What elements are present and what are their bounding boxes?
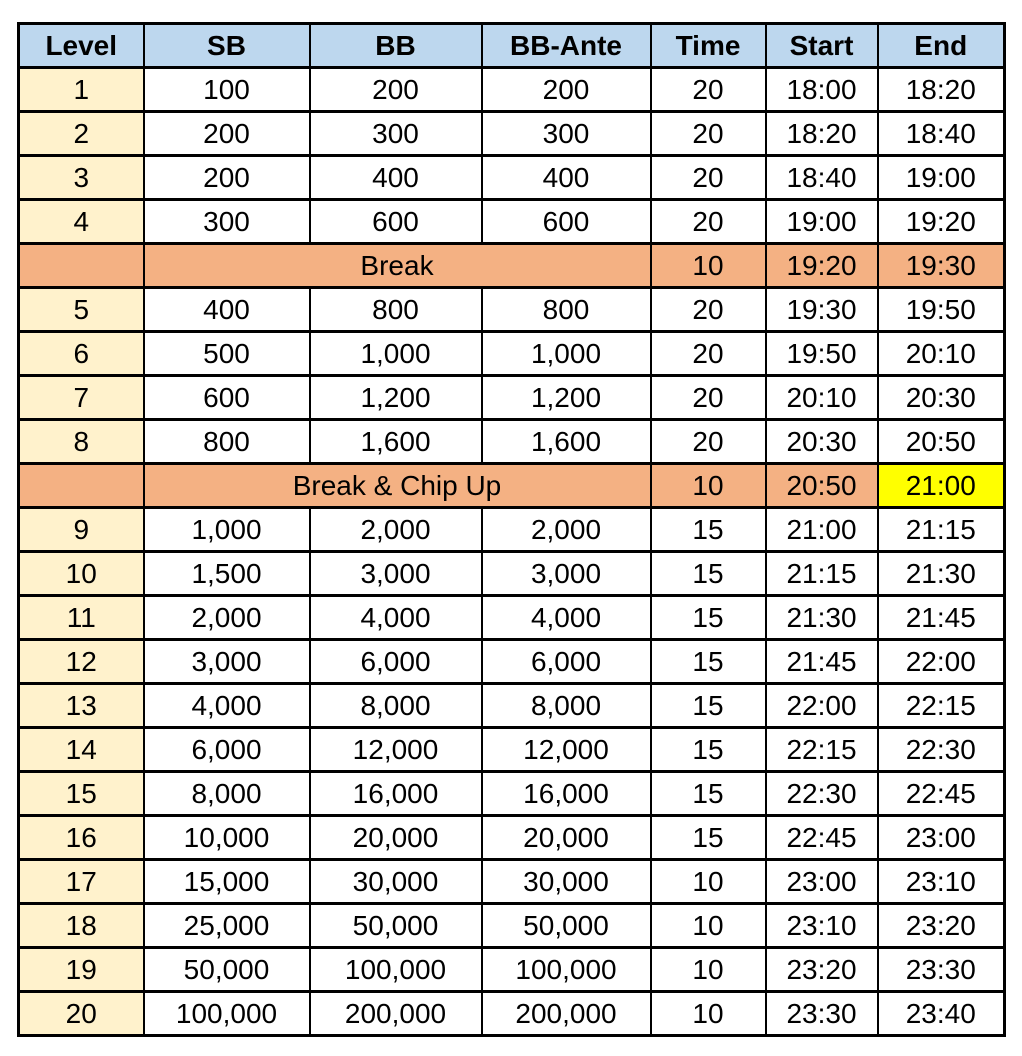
start-cell: 19:50 [766, 332, 878, 376]
bb-ante-cell: 1,000 [482, 332, 651, 376]
bb-cell: 200,000 [310, 992, 482, 1036]
end-cell: 22:00 [878, 640, 1005, 684]
start-cell: 19:20 [766, 244, 878, 288]
time-cell: 20 [651, 288, 766, 332]
sb-cell: 1,000 [144, 508, 310, 552]
bb-cell: 30,000 [310, 860, 482, 904]
level-row [19, 376, 1005, 420]
sb-cell: 200 [144, 156, 310, 200]
level-row [19, 992, 1005, 1036]
level-cell: 13 [19, 684, 144, 728]
sb-cell: 600 [144, 376, 310, 420]
time-cell: 10 [651, 244, 766, 288]
sb-cell: 400 [144, 288, 310, 332]
level-cell: 19 [19, 948, 144, 992]
level-cell: 12 [19, 640, 144, 684]
bb-cell: 16,000 [310, 772, 482, 816]
sb-cell: 3,000 [144, 640, 310, 684]
time-cell: 10 [651, 948, 766, 992]
bb-cell: 20,000 [310, 816, 482, 860]
column-header-sb: SB [144, 24, 310, 68]
level-row [19, 772, 1005, 816]
bb-cell: 800 [310, 288, 482, 332]
bb-cell: 1,200 [310, 376, 482, 420]
bb-ante-cell: 200 [482, 68, 651, 112]
bb-cell: 100,000 [310, 948, 482, 992]
level-row [19, 684, 1005, 728]
time-cell: 15 [651, 728, 766, 772]
level-cell: 20 [19, 992, 144, 1036]
level-row [19, 420, 1005, 464]
bb-cell: 1,000 [310, 332, 482, 376]
bb-cell: 3,000 [310, 552, 482, 596]
start-cell: 22:00 [766, 684, 878, 728]
sb-cell: 8,000 [144, 772, 310, 816]
break-row [19, 244, 1005, 288]
level-cell: 7 [19, 376, 144, 420]
table-body [19, 68, 1005, 1036]
bb-ante-cell: 4,000 [482, 596, 651, 640]
sb-cell: 100,000 [144, 992, 310, 1036]
time-cell: 15 [651, 552, 766, 596]
sb-cell: 4,000 [144, 684, 310, 728]
start-cell: 19:30 [766, 288, 878, 332]
start-cell: 20:10 [766, 376, 878, 420]
end-cell: 22:45 [878, 772, 1005, 816]
column-header-time: Time [651, 24, 766, 68]
level-row [19, 640, 1005, 684]
column-header-start: Start [766, 24, 878, 68]
end-cell: 21:45 [878, 596, 1005, 640]
level-row [19, 332, 1005, 376]
bb-ante-cell: 8,000 [482, 684, 651, 728]
sb-cell: 500 [144, 332, 310, 376]
bb-cell: 400 [310, 156, 482, 200]
level-row [19, 728, 1005, 772]
bb-ante-cell: 12,000 [482, 728, 651, 772]
time-cell: 20 [651, 156, 766, 200]
sb-cell: 100 [144, 68, 310, 112]
time-cell: 15 [651, 816, 766, 860]
end-cell: 20:30 [878, 376, 1005, 420]
start-cell: 18:00 [766, 68, 878, 112]
end-cell: 21:30 [878, 552, 1005, 596]
start-cell: 23:20 [766, 948, 878, 992]
sb-cell: 2,000 [144, 596, 310, 640]
end-cell: 20:10 [878, 332, 1005, 376]
start-cell: 22:45 [766, 816, 878, 860]
start-cell: 18:40 [766, 156, 878, 200]
time-cell: 15 [651, 684, 766, 728]
sb-cell: 50,000 [144, 948, 310, 992]
start-cell: 21:00 [766, 508, 878, 552]
start-cell: 20:50 [766, 464, 878, 508]
end-cell: 19:20 [878, 200, 1005, 244]
time-cell: 15 [651, 508, 766, 552]
end-cell: 23:10 [878, 860, 1005, 904]
bb-cell: 200 [310, 68, 482, 112]
time-cell: 15 [651, 772, 766, 816]
bb-ante-cell: 1,600 [482, 420, 651, 464]
sb-cell: 10,000 [144, 816, 310, 860]
level-row [19, 68, 1005, 112]
start-cell: 22:15 [766, 728, 878, 772]
end-cell: 19:00 [878, 156, 1005, 200]
end-cell: 18:20 [878, 68, 1005, 112]
blind-structure-table [17, 22, 1006, 1037]
sb-cell: 1,500 [144, 552, 310, 596]
bb-ante-cell: 2,000 [482, 508, 651, 552]
level-cell: 11 [19, 596, 144, 640]
bb-ante-cell: 100,000 [482, 948, 651, 992]
start-cell: 23:30 [766, 992, 878, 1036]
bb-ante-cell: 16,000 [482, 772, 651, 816]
bb-cell: 300 [310, 112, 482, 156]
end-cell: 22:15 [878, 684, 1005, 728]
level-row [19, 948, 1005, 992]
bb-ante-cell: 50,000 [482, 904, 651, 948]
time-cell: 20 [651, 68, 766, 112]
sb-cell: 300 [144, 200, 310, 244]
bb-ante-cell: 6,000 [482, 640, 651, 684]
level-row [19, 200, 1005, 244]
bb-cell: 600 [310, 200, 482, 244]
bb-cell: 4,000 [310, 596, 482, 640]
bb-ante-cell: 800 [482, 288, 651, 332]
end-cell: 18:40 [878, 112, 1005, 156]
bb-ante-cell: 1,200 [482, 376, 651, 420]
time-cell: 10 [651, 860, 766, 904]
level-cell: 3 [19, 156, 144, 200]
column-header-end: End [878, 24, 1005, 68]
level-cell-empty [19, 244, 144, 288]
level-row [19, 860, 1005, 904]
sb-cell: 15,000 [144, 860, 310, 904]
bb-cell: 1,600 [310, 420, 482, 464]
column-header-bb_ante: BB-Ante [482, 24, 651, 68]
level-cell: 2 [19, 112, 144, 156]
level-cell: 5 [19, 288, 144, 332]
sb-cell: 800 [144, 420, 310, 464]
end-cell: 19:50 [878, 288, 1005, 332]
header-row [19, 24, 1005, 68]
start-cell: 21:30 [766, 596, 878, 640]
level-row [19, 596, 1005, 640]
time-cell: 10 [651, 904, 766, 948]
end-cell: 23:00 [878, 816, 1005, 860]
bb-cell: 6,000 [310, 640, 482, 684]
level-cell: 9 [19, 508, 144, 552]
level-cell: 14 [19, 728, 144, 772]
level-cell: 8 [19, 420, 144, 464]
start-cell: 19:00 [766, 200, 878, 244]
end-cell: 21:00 [878, 464, 1005, 508]
level-cell-empty [19, 464, 144, 508]
sb-cell: 6,000 [144, 728, 310, 772]
end-cell: 23:30 [878, 948, 1005, 992]
level-cell: 15 [19, 772, 144, 816]
level-cell: 16 [19, 816, 144, 860]
sb-cell: 25,000 [144, 904, 310, 948]
level-row [19, 552, 1005, 596]
column-header-bb: BB [310, 24, 482, 68]
bb-ante-cell: 20,000 [482, 816, 651, 860]
start-cell: 21:45 [766, 640, 878, 684]
start-cell: 23:10 [766, 904, 878, 948]
level-cell: 1 [19, 68, 144, 112]
time-cell: 20 [651, 112, 766, 156]
bb-cell: 2,000 [310, 508, 482, 552]
start-cell: 18:20 [766, 112, 878, 156]
column-header-level: Level [19, 24, 144, 68]
bb-ante-cell: 300 [482, 112, 651, 156]
time-cell: 20 [651, 200, 766, 244]
start-cell: 23:00 [766, 860, 878, 904]
time-cell: 15 [651, 640, 766, 684]
break-label-cell: Break [144, 244, 651, 288]
end-cell: 20:50 [878, 420, 1005, 464]
start-cell: 20:30 [766, 420, 878, 464]
level-cell: 6 [19, 332, 144, 376]
bb-ante-cell: 200,000 [482, 992, 651, 1036]
time-cell: 20 [651, 332, 766, 376]
end-cell: 21:15 [878, 508, 1005, 552]
level-cell: 4 [19, 200, 144, 244]
bb-ante-cell: 400 [482, 156, 651, 200]
start-cell: 21:15 [766, 552, 878, 596]
level-row [19, 508, 1005, 552]
bb-cell: 12,000 [310, 728, 482, 772]
level-cell: 17 [19, 860, 144, 904]
level-row [19, 816, 1005, 860]
start-cell: 22:30 [766, 772, 878, 816]
level-row [19, 156, 1005, 200]
end-cell: 22:30 [878, 728, 1005, 772]
end-cell: 23:40 [878, 992, 1005, 1036]
sb-cell: 200 [144, 112, 310, 156]
time-cell: 10 [651, 992, 766, 1036]
break-row [19, 464, 1005, 508]
end-cell: 23:20 [878, 904, 1005, 948]
level-cell: 10 [19, 552, 144, 596]
bb-cell: 8,000 [310, 684, 482, 728]
bb-cell: 50,000 [310, 904, 482, 948]
time-cell: 15 [651, 596, 766, 640]
level-row [19, 904, 1005, 948]
level-cell: 18 [19, 904, 144, 948]
level-row [19, 288, 1005, 332]
bb-ante-cell: 30,000 [482, 860, 651, 904]
time-cell: 10 [651, 464, 766, 508]
break-label-cell: Break & Chip Up [144, 464, 651, 508]
end-cell: 19:30 [878, 244, 1005, 288]
level-row [19, 112, 1005, 156]
bb-ante-cell: 600 [482, 200, 651, 244]
time-cell: 20 [651, 420, 766, 464]
bb-ante-cell: 3,000 [482, 552, 651, 596]
time-cell: 20 [651, 376, 766, 420]
